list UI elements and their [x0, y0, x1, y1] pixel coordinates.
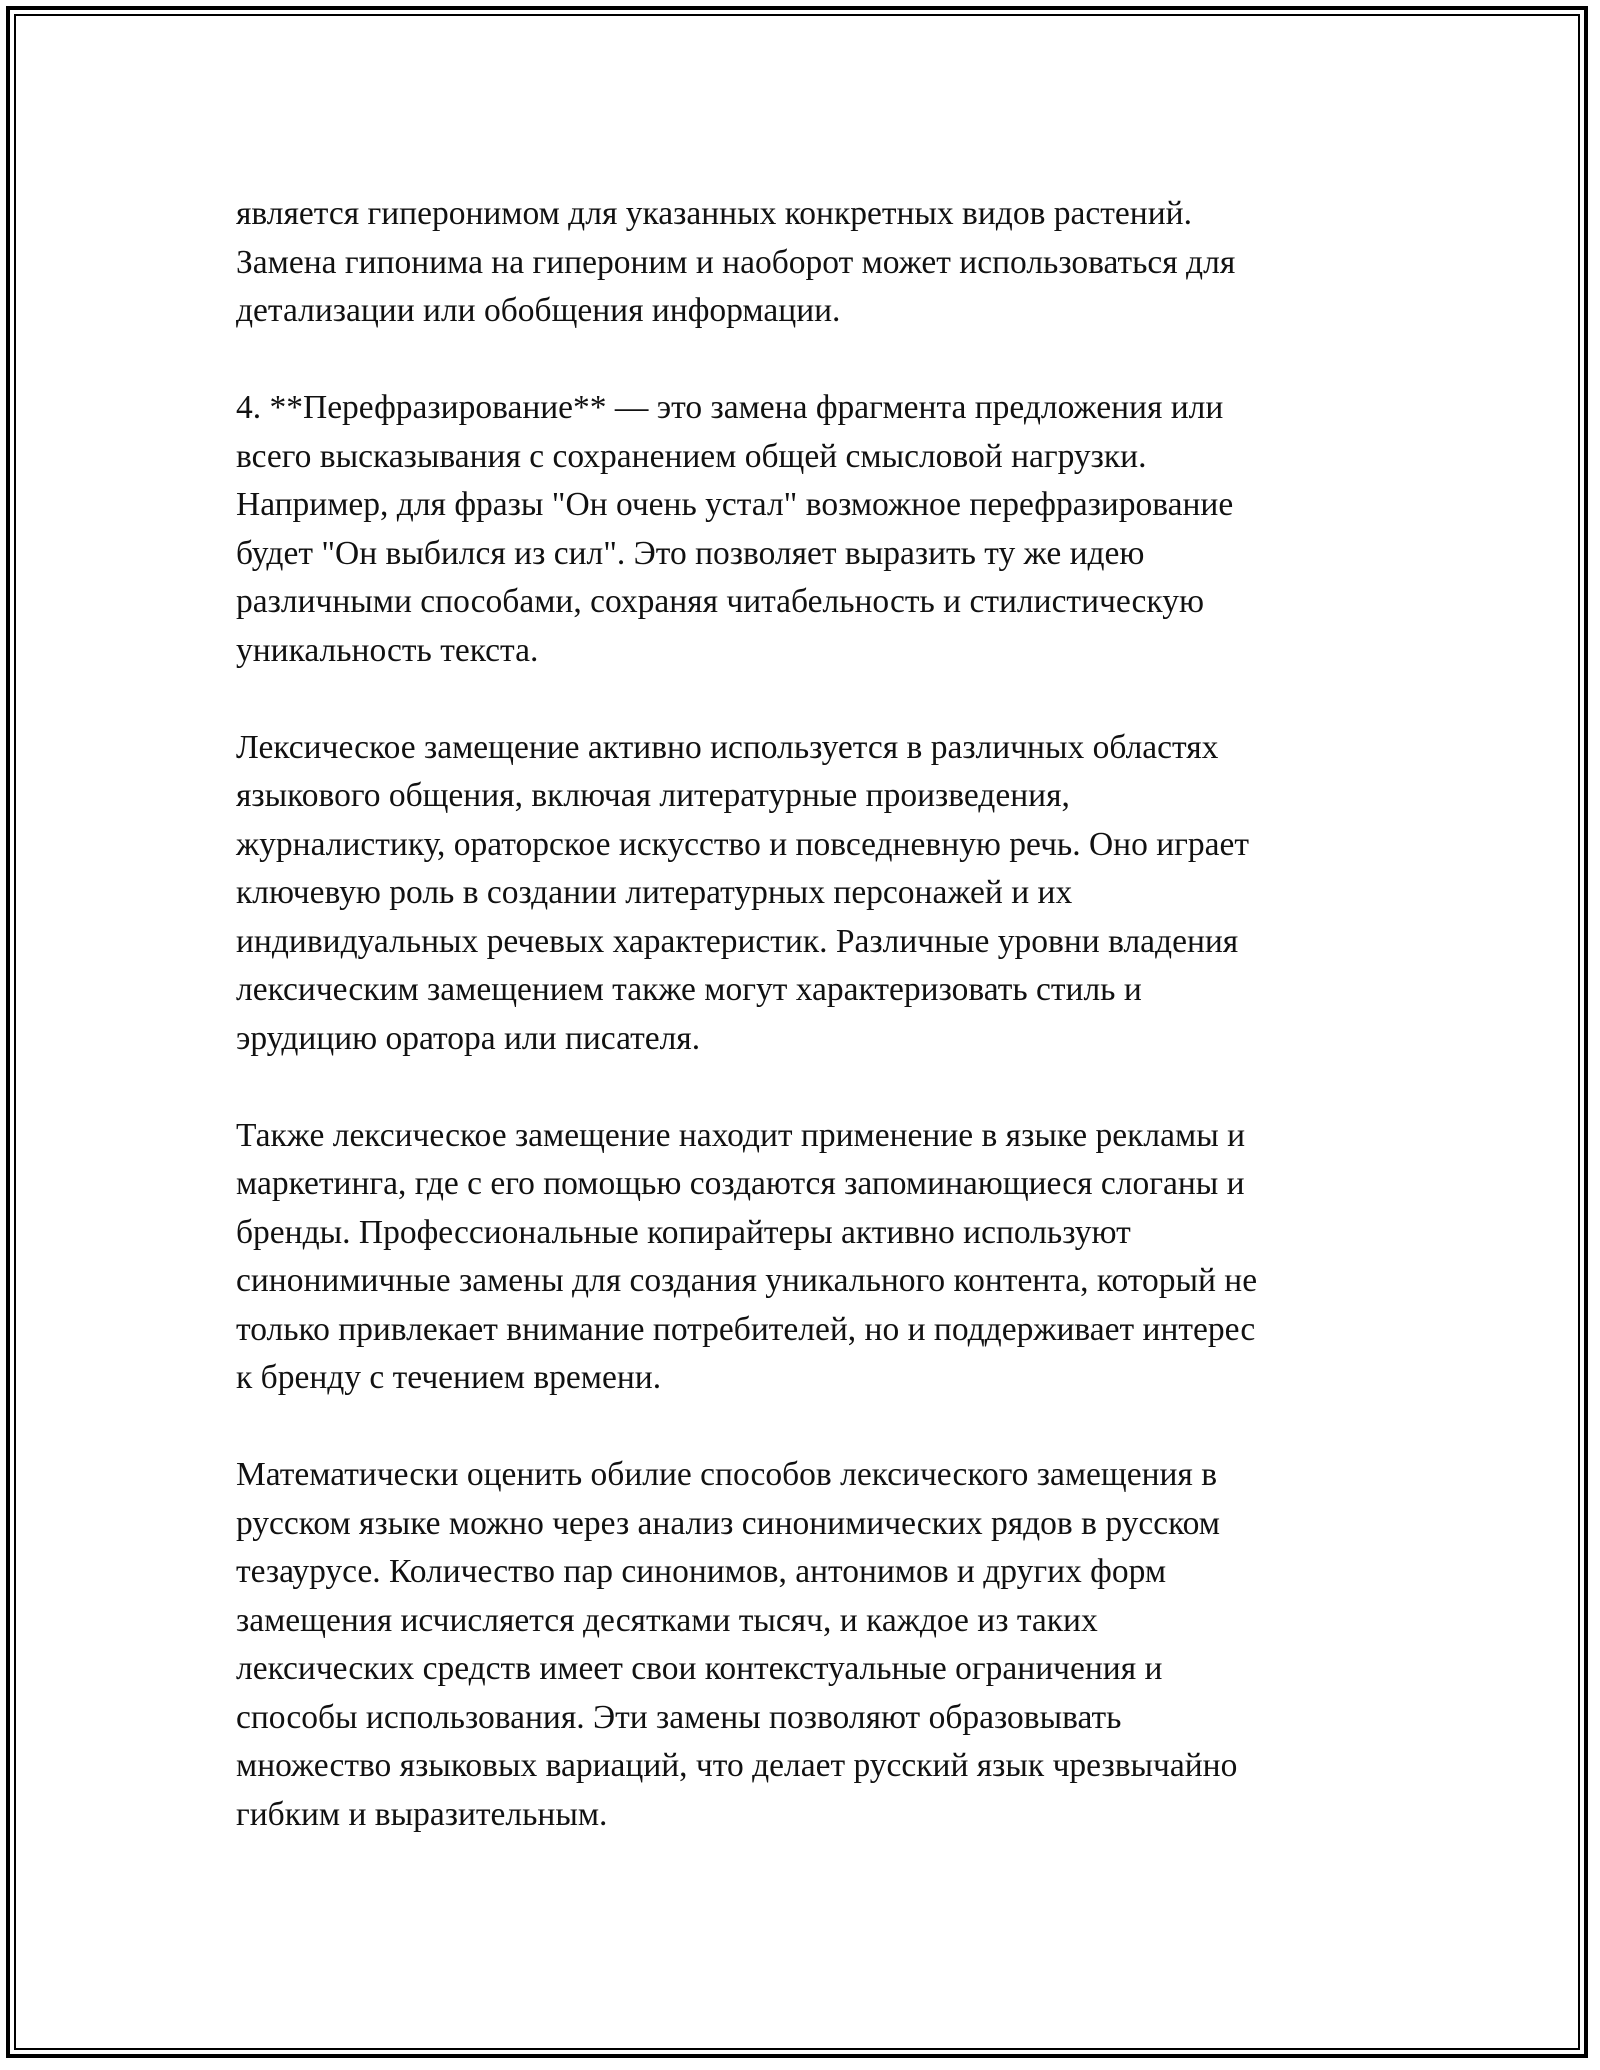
- text-line: русском языке можно через анализ синонимических рядов в русском: [236, 1504, 1220, 1542]
- text-line: Математически оценить обилие способов лексического замещения в: [236, 1456, 1218, 1493]
- text-line: лексических средств имеет свои контекстуальные ограничения и: [236, 1650, 1163, 1687]
- text-line: уникальность текста.: [236, 631, 539, 669]
- text-line: способы использования. Эти замены позволяют образовывать: [236, 1698, 1122, 1736]
- paragraph: [236, 190, 1396, 336]
- text-line: к бренду с течением времени.: [236, 1359, 662, 1396]
- text-line: индивидуальных речевых характеристик. Различные уровни владения: [236, 922, 1239, 960]
- text-line: Например, для фразы "Он очень устал" возможное перефразирование: [236, 486, 1234, 523]
- text-line: только привлекает внимание потребителей, но и поддерживает интерес: [236, 1310, 1256, 1348]
- text-line: тезаурусе. Количество пар синонимов, антонимов и других форм: [236, 1553, 1167, 1590]
- text-line: лексическим замещением также могут характеризовать стиль и: [236, 971, 1142, 1008]
- text-line: эрудицию оратора или писателя.: [236, 1019, 701, 1057]
- text-line: синонимичные замены для создания уникального контента, который не: [236, 1262, 1258, 1299]
- text-line: 4. **Перефразирование** — это замена фрагмента предложения или: [236, 389, 1224, 426]
- text-line: детализации или обобщения информации.: [236, 292, 841, 329]
- text-line: Также лексическое замещение находит применение в языке рекламы и: [236, 1116, 1246, 1154]
- document-body: [236, 190, 1396, 1839]
- text-line: будет "Он выбился из сил". Это позволяет выразить ту же идею: [236, 534, 1145, 572]
- text-line: бренды. Профессиональные копирайтеры активно используют: [236, 1213, 1131, 1251]
- text-line: всего высказывания с сохранением общей смысловой нагрузки.: [236, 437, 1147, 475]
- text-line: языкового общения, включая литературные произведения,: [236, 777, 1070, 814]
- text-line: различными способами, сохраняя читабельность и стилистическую: [236, 583, 1204, 620]
- paragraph: [236, 1112, 1396, 1403]
- paragraph: [236, 384, 1396, 675]
- text-line: замещения исчисляется десятками тысяч, и каждое из таких: [236, 1601, 1098, 1639]
- text-line: Замена гипонима на гипероним и наоборот может использоваться для: [236, 243, 1236, 281]
- text-line: множество языковых вариаций, что делает русский язык чрезвычайно: [236, 1747, 1238, 1784]
- text-line: ключевую роль в создании литературных персонажей и их: [236, 874, 1073, 911]
- text-line: журналистику, ораторское искусство и повседневную речь. Оно играет: [236, 825, 1249, 863]
- paragraph: [236, 1451, 1396, 1839]
- text-line: маркетинга, где с его помощью создаются запоминающиеся слоганы и: [236, 1165, 1245, 1202]
- text-line: Лексическое замещение активно используется в различных областях: [236, 728, 1219, 766]
- text-line: гибким и выразительным.: [236, 1795, 608, 1833]
- text-line: является гиперонимом для указанных конкретных видов растений.: [236, 195, 1192, 232]
- paragraph: [236, 724, 1396, 1064]
